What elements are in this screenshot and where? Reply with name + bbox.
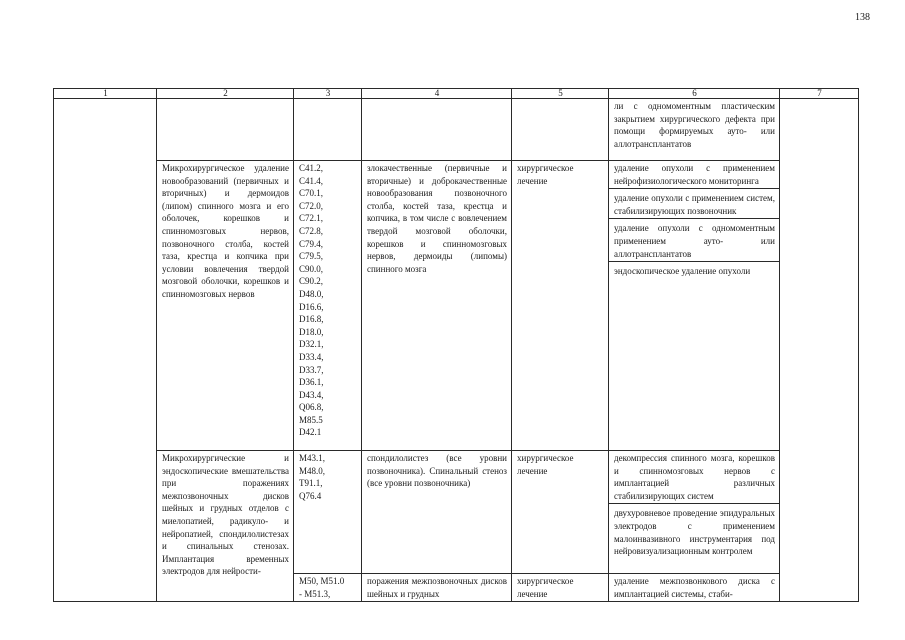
icd-code: C41.4, — [299, 175, 324, 186]
condition-cell: поражения межпозвоночных дисков шейных и грудных — [362, 574, 512, 602]
icd-codes-cell — [294, 451, 362, 574]
icd-code: C72.8, — [299, 225, 324, 236]
icd-code: D48.0, — [299, 288, 324, 299]
table-row — [54, 451, 859, 574]
table-row — [54, 161, 859, 451]
icd-code: D32.1, — [299, 339, 324, 350]
icd-code: D16.6, — [299, 301, 324, 312]
column-number-row — [54, 89, 859, 99]
procedures-table — [53, 88, 859, 602]
icd-code: T91.1, — [299, 478, 323, 489]
method-item: удаление опухоли с применением нейрофизиологического мониторинга — [609, 162, 779, 189]
technology-cell: Микрохирургическое удаление новообразований (первичных и вторичных) и дермоидов (липом) спинного мозга и его оболочек, корешков и спинномозговых нервов, позвоночного столба, костей таза, крестца и копчика при условии вовлечения твердой мозговой оболочки, корешков и спинномозговых нервов — [157, 161, 294, 451]
icd-code: C79.5, — [299, 251, 324, 262]
icd-code: D33.4, — [299, 351, 324, 362]
icd-code: Q76.4 — [299, 490, 322, 501]
column-number: 7 — [780, 89, 859, 99]
icd-code: D33.7, — [299, 364, 324, 375]
column-number: 2 — [157, 89, 294, 99]
icd-code: M50, M51.0 — [299, 576, 345, 586]
column-number: 6 — [609, 89, 780, 99]
group-cell — [54, 99, 157, 602]
icd-codes-cell — [294, 574, 362, 602]
method-cell — [609, 99, 780, 161]
condition-cell: злокачественные (первичные и вторичные) и доброкачественные новообразования позвоночного столба, костей таза, крестца и копчика, в том числе с вовлечением твердой мозговой оболочки, корешков и спинномозговых нервов, дермоиды (липомы) спинного мозга — [362, 161, 512, 451]
column-number: 5 — [512, 89, 609, 99]
condition-cell: спондилолистез (все уровни позвоночника). Спинальный стеноз (все уровни позвоночника) — [362, 451, 512, 574]
icd-code: D18.0, — [299, 326, 324, 337]
icd-code: - M51.3, — [299, 588, 331, 599]
column-number: 4 — [362, 89, 512, 99]
column-number: 3 — [294, 89, 362, 99]
technology-cell: Микрохирургические и эндоскопические вмешательства при поражениях межпозвоночных дисков шейных и грудных отделов с миелопатией, радикуло- и нейропатией, спондилолистезах и спинальных стенозах. Имплантация временных электродов для нейрости- — [157, 451, 294, 602]
method-item: удаление опухоли с применением систем, стабилизирующих позвоночник — [609, 192, 779, 219]
icd-code: M43.1, — [299, 453, 326, 463]
icd-code: C41.2, — [299, 163, 324, 173]
page-number: 138 — [855, 12, 870, 23]
icd-code: C72.1, — [299, 213, 324, 224]
method-cell — [609, 451, 780, 574]
table-row — [54, 99, 859, 161]
icd-code: C72.0, — [299, 200, 324, 211]
treatment-type-cell: хирургическое лечение — [512, 574, 609, 602]
treatment-type-cell: хирургическое лечение — [512, 451, 609, 574]
column-number: 1 — [54, 89, 157, 99]
group-cell — [780, 99, 859, 602]
method-item: эндоскопическое удаление опухоли — [614, 266, 751, 277]
technology-cell — [157, 99, 294, 161]
condition-cell — [362, 99, 512, 161]
method-item: удаление межпозвонкового диска с имплантацией системы, стаби- — [614, 576, 775, 599]
icd-code: Q06.8, — [299, 402, 324, 413]
icd-code: D36.1, — [299, 377, 324, 388]
icd-code: D16.8, — [299, 314, 324, 325]
icd-code: D42.1 — [299, 427, 322, 438]
method-cell — [609, 574, 780, 602]
icd-code: M48.0, — [299, 465, 326, 476]
method-item: двухуровневое проведение эпидуральных электродов с применением малоинвазивного инструментария под нейровизуализационным контролем — [614, 508, 775, 557]
icd-code: C79.4, — [299, 238, 324, 249]
icd-code: C70.1, — [299, 188, 324, 199]
treatment-type-cell — [512, 99, 609, 161]
treatment-type-cell: хирургическое лечение — [512, 161, 609, 451]
icd-code: M85.5 — [299, 414, 323, 425]
method-cell — [609, 161, 780, 451]
icd-code: C90.0, — [299, 263, 324, 274]
method-item: декомпрессия спинного мозга, корешков и спинномозговых нервов с имплантацией различных стабилизирующих систем — [609, 452, 779, 504]
icd-codes-cell — [294, 99, 362, 161]
method-item: удаление опухоли с одномоментным применением ауто- или аллотрансплантатов — [609, 222, 779, 262]
method-item: ли с одномоментным пластическим закрытием хирургического дефекта при помощи формируемых ауто- или аллотрансплантатов — [614, 101, 775, 149]
icd-codes-cell — [294, 161, 362, 451]
icd-code: C90.2, — [299, 276, 324, 287]
icd-code: D43.4, — [299, 389, 324, 400]
